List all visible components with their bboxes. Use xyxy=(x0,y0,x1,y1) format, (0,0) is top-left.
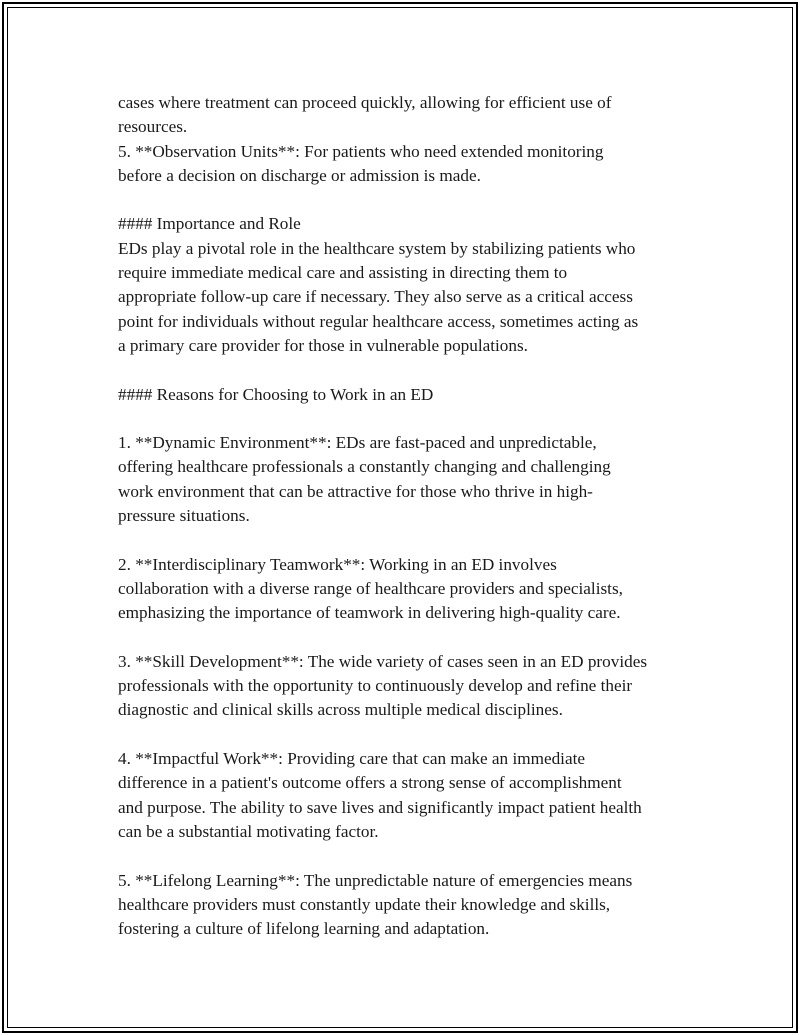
paragraph-gap xyxy=(118,723,698,747)
text-line: can be a substantial motivating factor. xyxy=(118,821,379,841)
document-body xyxy=(118,91,698,941)
text-line: and purpose. The ability to save lives and significantly impact patient health xyxy=(118,797,642,817)
paragraph-gap xyxy=(118,407,698,431)
section-heading: #### Reasons for Choosing to Work in an ED xyxy=(118,384,434,404)
text-line: fostering a culture of lifelong learning and adaptation. xyxy=(118,919,490,939)
text-line: EDs play a pivotal role in the healthcare system by stabilizing patients who xyxy=(118,238,636,258)
text-line: diagnostic and clinical skills across multiple medical disciplines. xyxy=(118,700,563,720)
paragraph-gap xyxy=(118,528,698,552)
text-line: healthcare providers must constantly update their knowledge and skills, xyxy=(118,894,611,914)
text-line: professionals with the opportunity to continuously develop and refine their xyxy=(118,676,633,696)
text-line: collaboration with a diverse range of healthcare providers and specialists, xyxy=(118,578,623,598)
text-line: difference in a patient's outcome offers a strong sense of accomplishment xyxy=(118,773,622,793)
text-line: require immediate medical care and assisting in directing them to xyxy=(118,263,568,283)
text-line: 3. **Skill Development**: The wide variety of cases seen in an ED provides xyxy=(118,651,648,671)
paragraph-gap xyxy=(118,188,698,212)
text-line: before a decision on discharge or admission is made. xyxy=(118,165,481,185)
text-line: 5. **Observation Units**: For patients who need extended monitoring xyxy=(118,141,604,161)
section-heading: #### Importance and Role xyxy=(118,214,301,234)
text-line: 4. **Impactful Work**: Providing care that can make an immediate xyxy=(118,749,585,769)
text-line: cases where treatment can proceed quickly, allowing for efficient use of xyxy=(118,93,612,112)
text-line: emphasizing the importance of teamwork in delivering high-quality care. xyxy=(118,603,621,623)
text-line: point for individuals without regular healthcare access, sometimes acting as xyxy=(118,311,639,331)
text-line: appropriate follow-up care if necessary. They also serve as a critical access xyxy=(118,287,633,307)
text-line: work environment that can be attractive for those who thrive in high- xyxy=(118,481,593,501)
text-line: resources. xyxy=(118,117,188,137)
text-line: 5. **Lifelong Learning**: The unpredictable nature of emergencies means xyxy=(118,870,633,890)
text-line: pressure situations. xyxy=(118,506,250,526)
text-line: 2. **Interdisciplinary Teamwork**: Working in an ED involves xyxy=(118,554,557,574)
text-line: a primary care provider for those in vulnerable populations. xyxy=(118,335,528,355)
text-line: 1. **Dynamic Environment**: EDs are fast-paced and unpredictable, xyxy=(118,433,597,453)
paragraph-gap xyxy=(118,844,698,868)
paragraph-gap xyxy=(118,626,698,650)
paragraph-gap xyxy=(118,358,698,382)
text-line: offering healthcare professionals a constantly changing and challenging xyxy=(118,457,611,477)
